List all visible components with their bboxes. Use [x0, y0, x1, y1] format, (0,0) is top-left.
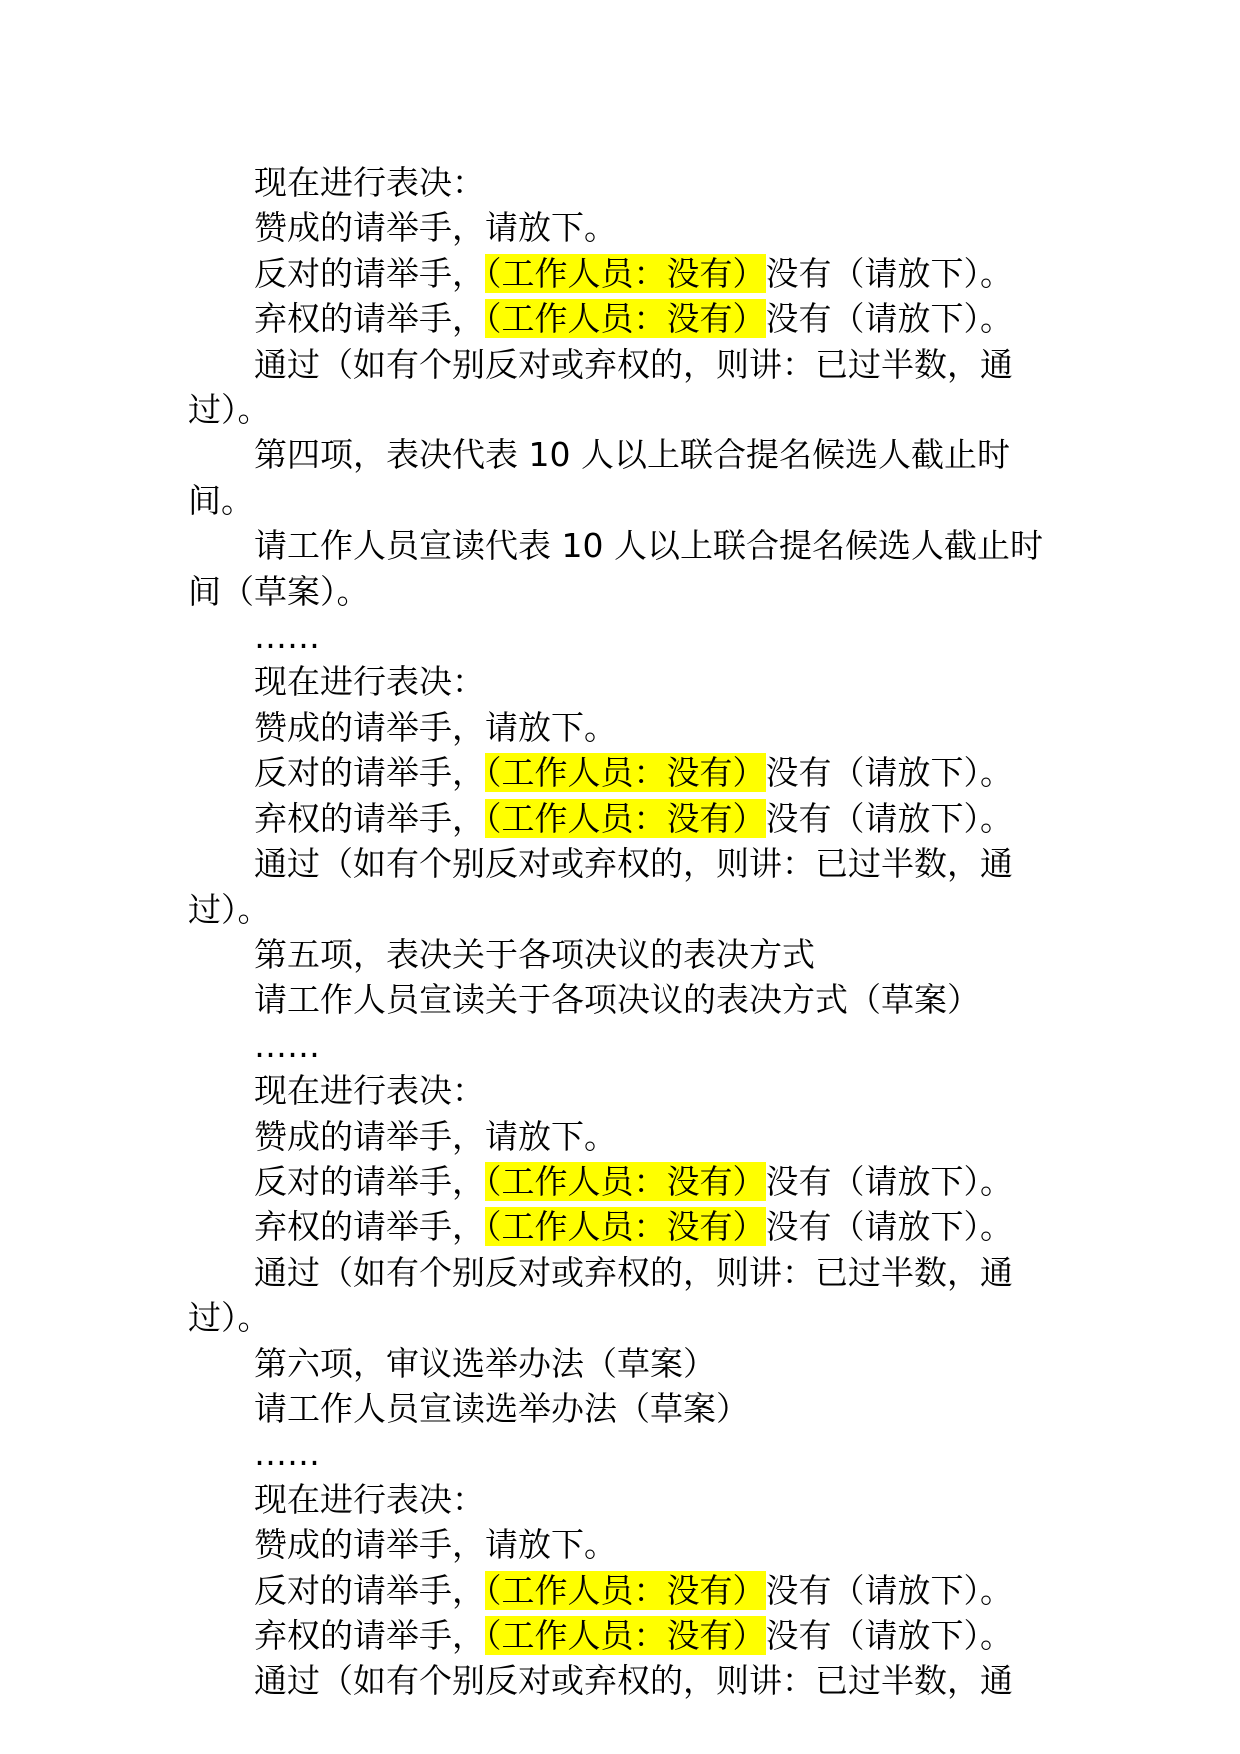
paragraph [188, 296, 1068, 341]
paragraph: 通过（如有个别反对或弃权的，则讲：已过半数，通过）。 [188, 844, 1013, 929]
paragraph: 现在进行表决： [254, 1071, 485, 1111]
paragraph: 请工作人员宣读选举办法（草案） [254, 1388, 749, 1428]
paragraph-lead-text: 弃权的请举手， [254, 1616, 485, 1655]
paragraph-tail-text: 没有（请放下）。 [765, 798, 1013, 838]
paragraph-tail-text: 没有（请放下）。 [765, 753, 1013, 793]
paragraph: 第四项，表决代表 10 人以上联合提名候选人截止时间。 [188, 435, 1010, 520]
paragraph-lead-text: 反对的请举手， [254, 753, 485, 793]
paragraph [188, 1613, 1068, 1658]
highlighted-staff-note: （工作人员：没有） [485, 798, 766, 838]
highlighted-staff-note: （工作人员：没有） [485, 1570, 766, 1610]
paragraph [188, 251, 1068, 296]
paragraph: 请工作人员宣读代表 10 人以上联合提名候选人截止时间（草案）。 [188, 526, 1043, 611]
paragraph: 赞成的请举手，请放下。 [254, 1525, 617, 1565]
paragraph [188, 1204, 1068, 1249]
paragraph-lead-text: 弃权的请举手， [254, 1207, 485, 1247]
paragraph-lead-text: 弃权的请举手， [254, 299, 485, 339]
paragraph-lead-text: 反对的请举手， [254, 253, 485, 293]
paragraph: 赞成的请举手，请放下。 [254, 707, 617, 747]
highlighted-staff-note: （工作人员：没有） [485, 1161, 766, 1201]
paragraph: 赞成的请举手，请放下。 [254, 208, 617, 248]
paragraph-tail-text: 没有（请放下）。 [765, 1616, 1013, 1655]
paragraph-tail-text: 没有（请放下）。 [765, 1570, 1013, 1610]
paragraph: 第六项，审议选举办法（草案） [254, 1343, 716, 1383]
paragraph: …… [254, 1434, 320, 1474]
paragraph [188, 1159, 1068, 1204]
paragraph: 请工作人员宣读关于各项决议的表决方式（草案） [254, 980, 980, 1020]
paragraph-lead-text: 反对的请举手， [254, 1161, 485, 1201]
paragraph [188, 750, 1068, 795]
highlighted-staff-note: （工作人员：没有） [485, 753, 766, 793]
paragraph: 通过（如有个别反对或弃权的，则讲：已过半数，通过）。 [188, 344, 1013, 430]
paragraph: 通过（如有个别反对或弃权的，则讲：已过半数，通 [254, 1661, 1013, 1701]
paragraph: …… [254, 617, 320, 657]
paragraph [188, 796, 1068, 841]
paragraph: 赞成的请举手，请放下。 [254, 1116, 617, 1156]
paragraph: …… [254, 1025, 320, 1065]
highlighted-staff-note: （工作人员：没有） [485, 1616, 766, 1655]
paragraph-tail-text: 没有（请放下）。 [765, 299, 1013, 339]
highlighted-staff-note: （工作人员：没有） [485, 1207, 766, 1247]
paragraph-tail-text: 没有（请放下）。 [765, 1161, 1013, 1201]
paragraph-lead-text: 弃权的请举手， [254, 798, 485, 838]
paragraph: 现在进行表决： [254, 163, 485, 202]
highlighted-staff-note: （工作人员：没有） [485, 253, 766, 293]
paragraph: 通过（如有个别反对或弃权的，则讲：已过半数，通过）。 [188, 1252, 1013, 1338]
paragraph-tail-text: 没有（请放下）。 [765, 253, 1013, 293]
highlighted-staff-note: （工作人员：没有） [485, 299, 766, 339]
paragraph: 第五项，表决关于各项决议的表决方式 [254, 934, 815, 974]
paragraph [188, 1568, 1068, 1613]
paragraph: 现在进行表决： [254, 1479, 485, 1519]
paragraph-lead-text: 反对的请举手， [254, 1570, 485, 1610]
paragraph-tail-text: 没有（请放下）。 [765, 1207, 1013, 1247]
paragraph: 现在进行表决： [254, 662, 485, 702]
document-body [188, 160, 1068, 1704]
